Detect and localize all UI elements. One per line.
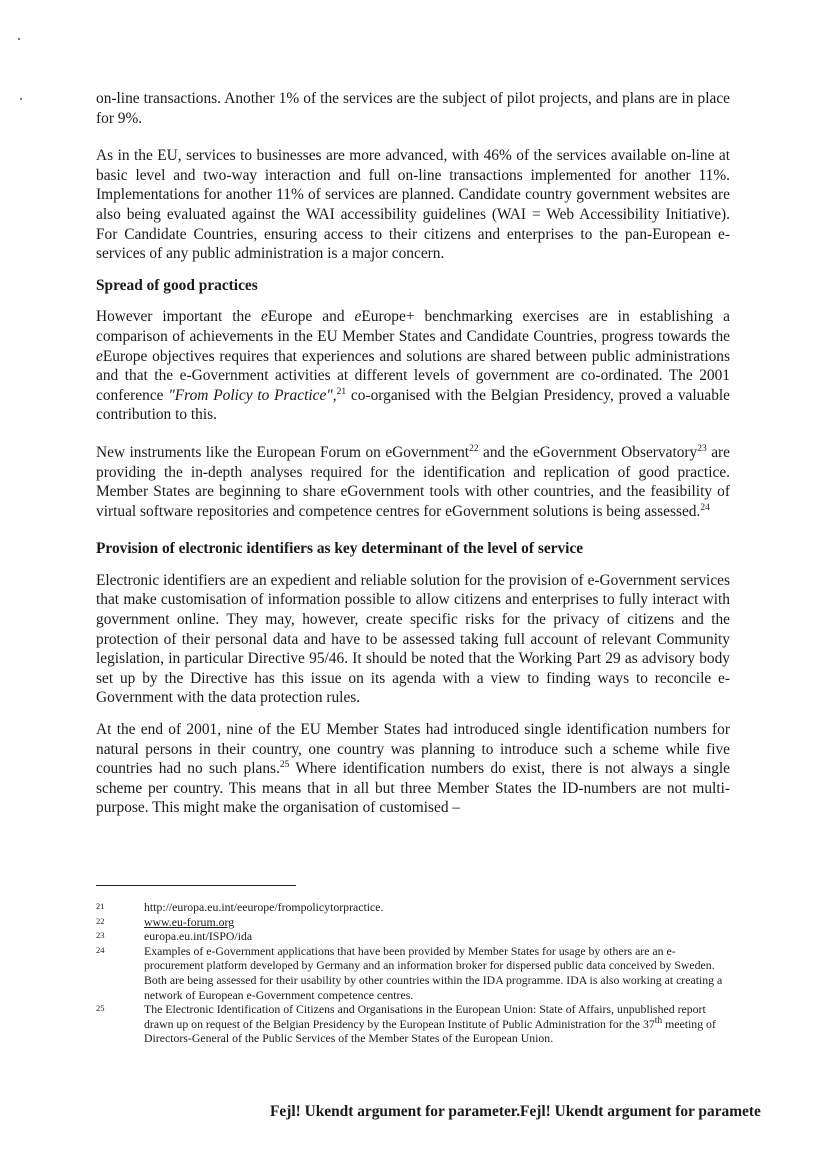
body-text: [96, 89, 730, 818]
scan-speck: [18, 38, 20, 40]
footnote-link[interactable]: europa.eu.int/ISPO/ida: [144, 929, 253, 944]
paragraph: However important the eEurope and eEurope+ benchmarking exercises are in establishing a comparison of achievements in the EU Member States and Candidate Countries, progress towards the eEurope objectives requires that experiences and solutions are shared between public administrations and that the e-Government activities at different levels of government are co-ordinated. The 2001 conference "From Policy to Practice",$^{21}$ co-organised with the Belgian Presidency, proved a valuable contribution to this.: [96, 308, 730, 424]
footnote-ref[interactable]: 23: [697, 443, 707, 454]
footnote-divider: [96, 885, 296, 886]
footnote-ref[interactable]: 22: [469, 443, 479, 454]
footnote-ref[interactable]: 21: [336, 386, 347, 397]
section-heading: Spread of good practices: [96, 276, 258, 294]
footnote-number: 21: [96, 901, 105, 911]
footnote: [96, 1002, 732, 1046]
scan-speck: [20, 98, 22, 100]
paragraph: Electronic identifiers are an expedient and reliable solution for the provision of e-Government services that make customisation of information possible to allow citizens and enterprises to fully interact with government online. They may, however, create specific risks for the privacy of citizens and the protection of their personal data and have to be assessed taking full account of relevant Community legislation, in particular Directive 95/46. It should be noted that the Working Part 29 as advisory body set up by the Directive has this issue on its agenda with a view to finding ways to reconcile e-Government with the data protection rules.: [96, 571, 730, 707]
footnote-ref[interactable]: 24: [700, 502, 710, 513]
paragraph: on-line transactions. Another 1% of the services are the subject of pilot projects, and plans are in place for 9%.: [96, 90, 730, 127]
footnote-ref[interactable]: 25: [279, 760, 290, 771]
footnotes: [96, 900, 732, 1046]
footnote: [96, 900, 732, 915]
page-footer: Fejl! Ukendt argument for parameter.Fejl! Ukendt argument for paramete: [270, 1103, 761, 1120]
paragraph: New instruments like the European Forum on eGovernment$^{22}$ and the eGovernment Observatory$^{23}$ are providing the in-depth analyses required for the identification and replication of good practice. Member States are beginning to share eGovernment tools with other countries, and the feasibility of virtual software repositories and competence centres for eGovernment solutions is being assessed.$^{24}$: [96, 443, 730, 520]
footnote: [96, 944, 732, 1002]
paragraph: As in the EU, services to businesses are more advanced, with 46% of the services available on-line at basic level and two-way interaction and full on-line transactions implemented for another 11%. Implementations for another 11% of services are planned. Candidate country government websites are also being evaluated against the WAI accessibility guidelines (WAI = Web Accessibility Initiative). For Candidate Countries, ensuring access to their citizens and enterprises to the pan-European e-services of any public administration is a major concern.: [96, 147, 730, 263]
paragraph: At the end of 2001, nine of the EU Member States had introduced single identification numbers for natural persons in their country, one country was planning to introduce such a scheme while five countries had no such plans.$^{25}$ Where identification numbers do exist, there is not always a single scheme per country. This means that in all but three Member States the ID-numbers are not multi-purpose. This might make the organisation of customised –: [96, 721, 730, 817]
footnote-number: 23: [96, 930, 105, 941]
footnote: [96, 929, 732, 944]
footnote-text: Examples of e-Government applications that have been provided by Member States for usage by others are an e-procurement platform developed by Germany and an information broker for dispersed public data conceived by Sweden. Both are being assessed for their usability by other countries within the IDA programme. IDA is also working at creating a network of European e-Government competence centres.: [144, 943, 723, 1002]
footnote-text: The Electronic Identification of Citizens and Organisations in the European Union: State of Affairs, unpublished report drawn up on request of the Belgian Presidency by the European Institute of Public Administration for the 37th meeting of Directors-General of the Public Services of the Member States of the European Union.: [144, 1002, 716, 1046]
footnote-link[interactable]: http://europa.eu.int/eeurope/frompolicytorpractice.: [144, 900, 384, 914]
footnote-link[interactable]: www.eu-forum.org: [144, 914, 235, 929]
footnote-number: 25: [96, 1003, 105, 1014]
footnote-number: 22: [96, 915, 105, 926]
section-heading: Provision of electronic identifiers as key determinant of the level of service: [96, 540, 584, 558]
footnote: [96, 915, 732, 930]
footnote-number: 24: [96, 944, 105, 955]
